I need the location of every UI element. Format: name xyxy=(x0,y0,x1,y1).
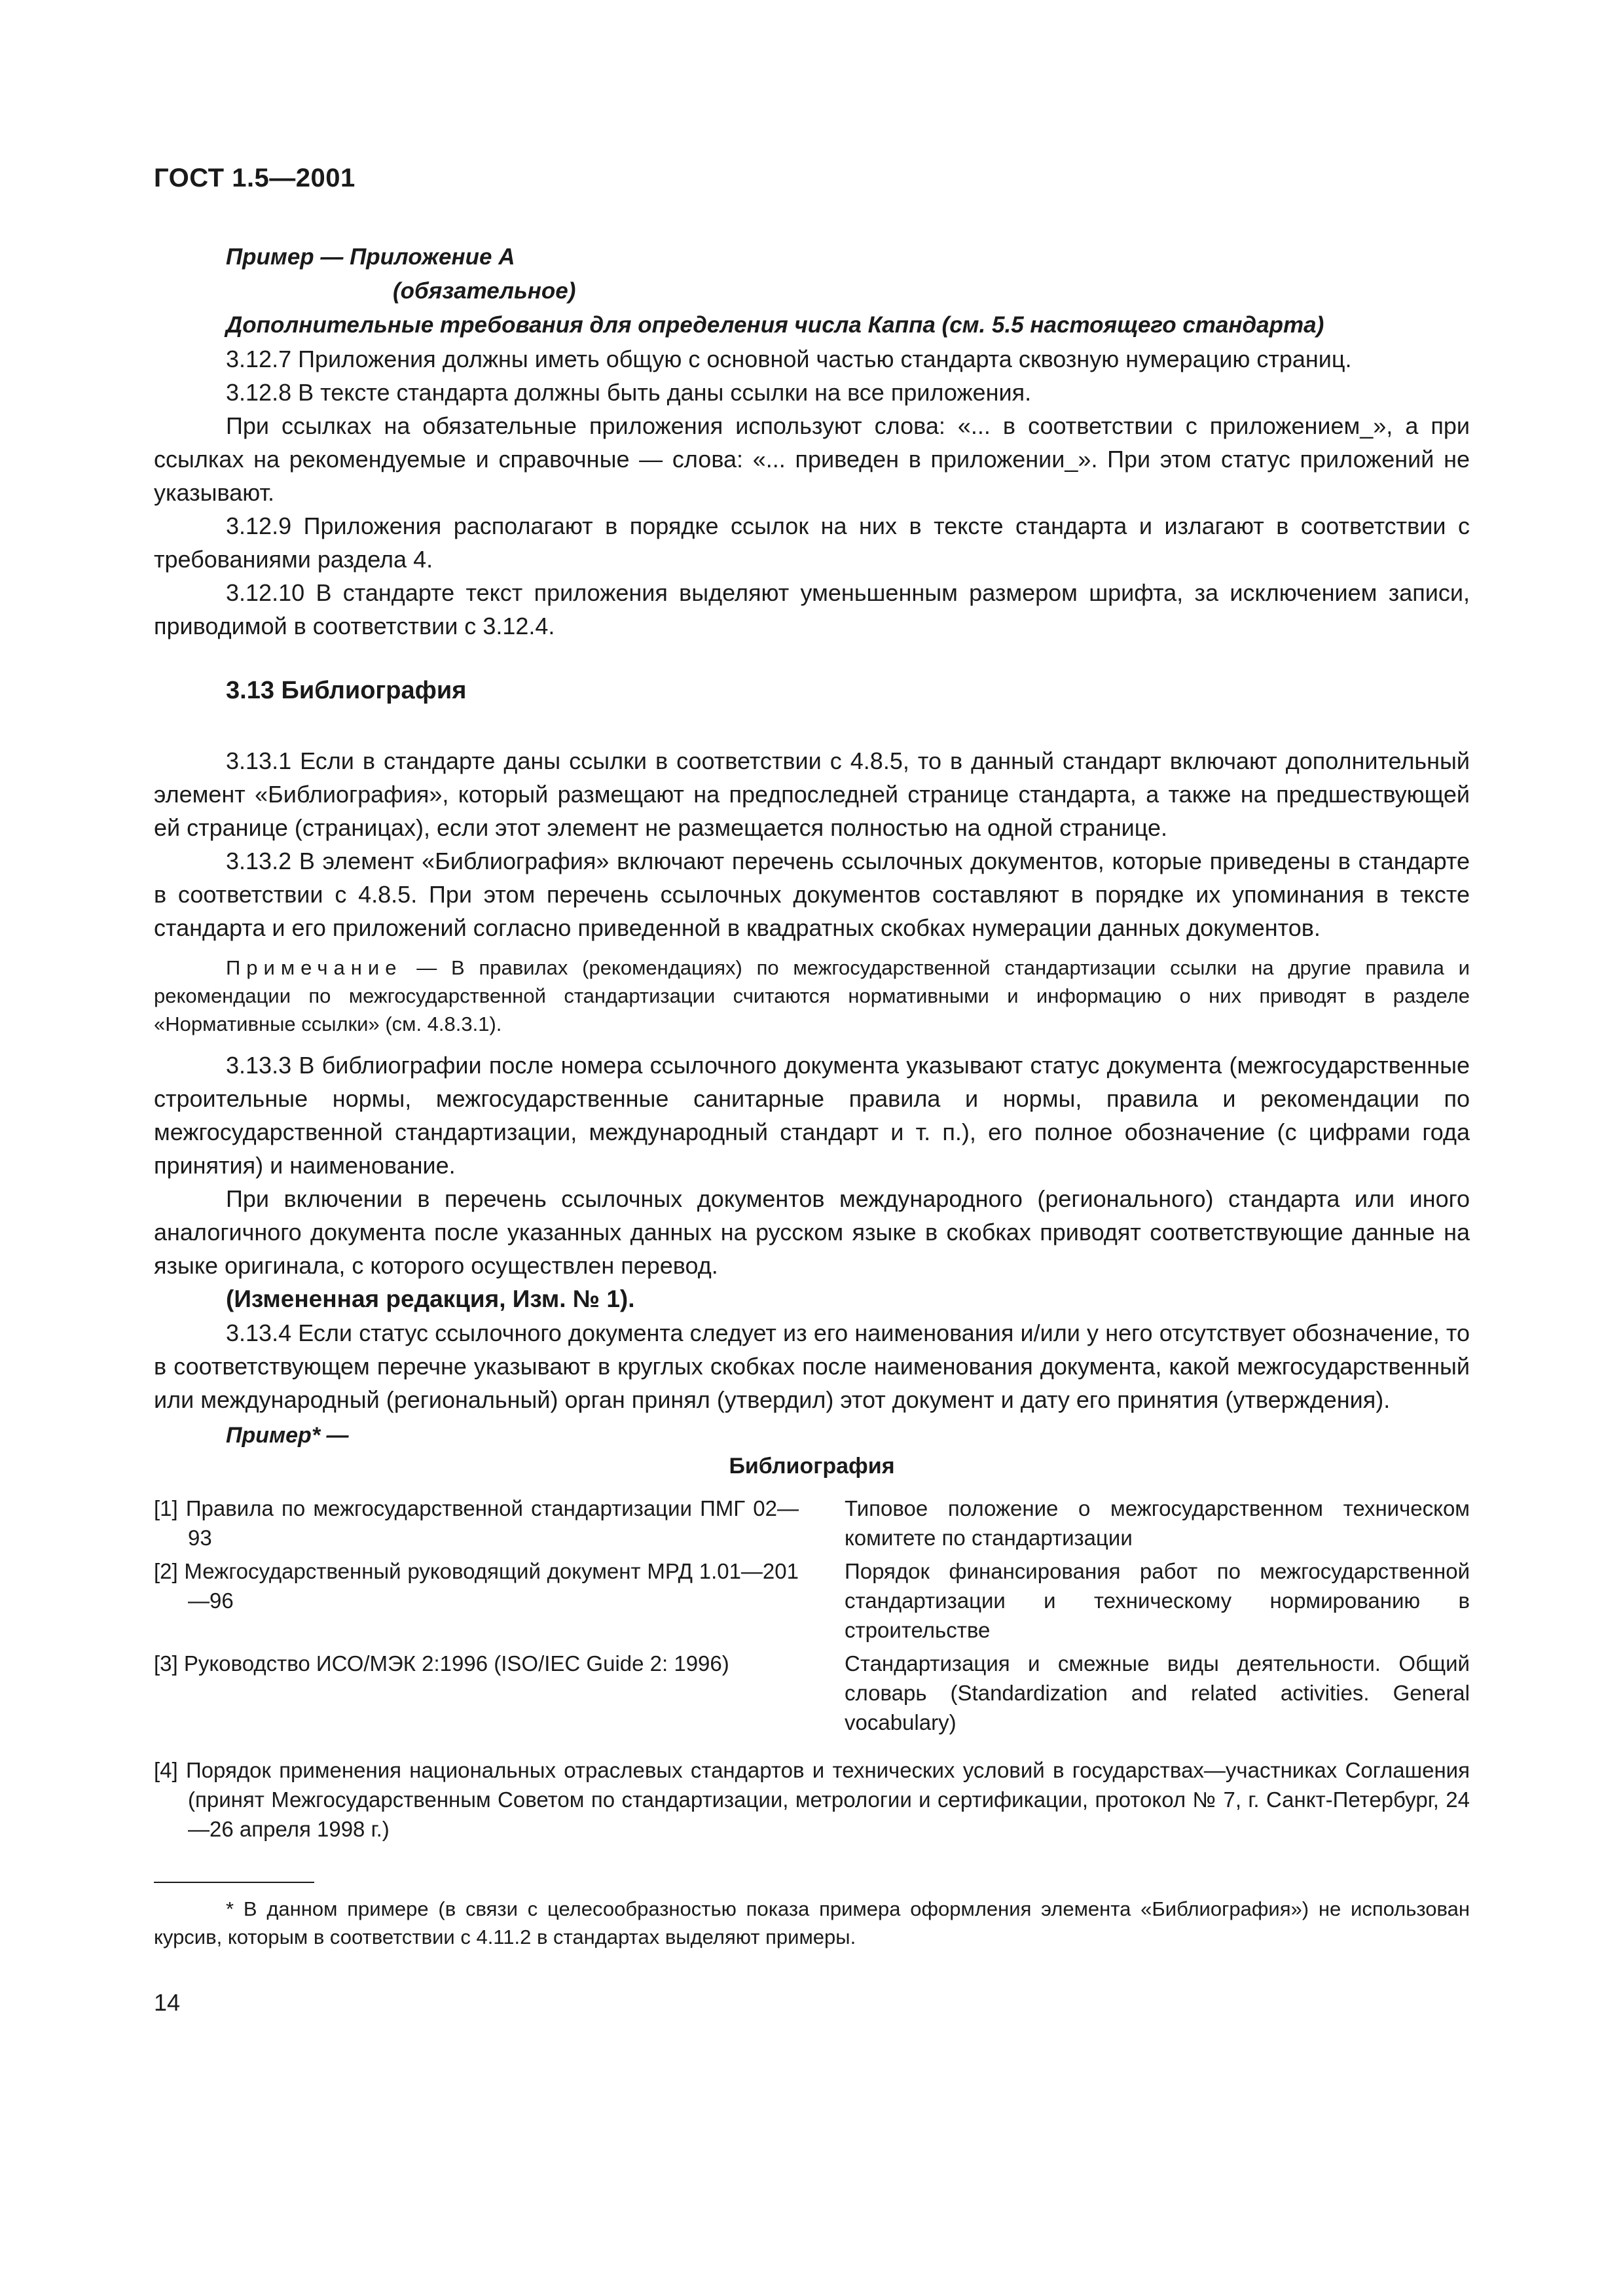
document-header: ГОСТ 1.5—2001 xyxy=(154,164,356,192)
paragraph-3-13-4: 3.13.4 Если статус ссылочного документа следует из его наименования и/или у него отсутствует обозначение, то в соответствующем перечне указывают в круглых скобках после наименования документа, какой межгосударственный или международный (региональный) орган принял (утвердил) этот документ и дату его принятия (утверждения). xyxy=(154,1319,1470,1413)
page-number: 14 xyxy=(154,1989,181,2016)
bib-item-2-source: [2] Межгосударственный руководящий документ МРД 1.01—201—96 xyxy=(154,1559,799,1613)
bib-item-1-title: Типовое положение о межгосударственном техническом комитете по стандартизации xyxy=(845,1496,1470,1550)
note-text: — В правилах (рекомендациях) по межгосударственной стандартизации ссылки на другие правила и рекомендации по межгосударственной стандартизации считаются нормативными и информацию о них приводят в разделе «Нормативные ссылки» (см. 4.8.3.1). xyxy=(154,956,1470,1035)
example-annex-block xyxy=(226,240,1470,342)
note xyxy=(154,954,1470,1038)
section-title: 3.13 Библиография xyxy=(226,677,467,704)
example-label: Пример* — xyxy=(226,1423,349,1448)
paragraph-3-12-10: 3.12.10 В стандарте текст приложения выделяют уменьшенным размером шрифта, за исключением записи, приводимой в соответствии с 3.12.4. xyxy=(154,579,1470,639)
paragraph-3-13-1: 3.13.1 Если в стандарте даны ссылки в соответствии с 4.8.5, то в данный стандарт включают дополнительный элемент «Библиография», который размещают на предпоследней странице стандарта, а также на предшествующей ей странице (страницах), если этот элемент не размещается полностью на одной странице. xyxy=(154,747,1470,841)
footnote: * В данном примере (в связи с целесообразностью показа примера оформления элемента «Библиография») не использован курсив, которым в соответствии с 4.11.2 в стандартах выделяют примеры. xyxy=(154,1897,1470,1948)
paragraph-3-13-3: 3.13.3 В библиографии после номера ссылочного документа указывают статус документа (межгосударственные строительные нормы, межгосударственные санитарные правила и нормы, правила и рекомендации по межгосударственной стандартизации, международный стандарт и т. п.), его полное обозначение (с цифрами года принятия) и наименование. xyxy=(154,1052,1470,1179)
example-annex-line2: (обязательное) xyxy=(393,278,576,304)
example-annex-line3: Дополнительные требования для определения числа Каппа (см. 5.5 настоящего стандарта) xyxy=(226,312,1324,338)
bib-item-4: [4] Порядок применения национальных отраслевых стандартов и технических условий в государствах—участниках Соглашения (принят Межгосударственным Советом по стандартизации, метрологии и сертификации, протокол № 7, г. Санкт-Петербург, 24—26 апреля 1998 г.) xyxy=(154,1758,1470,1841)
bibliography-table xyxy=(154,1494,1470,1741)
document-page xyxy=(154,164,1470,2017)
bib-item-3-source: [3] Руководство ИСО/МЭК 2:1996 (ISO/IEC Guide 2: 1996) xyxy=(154,1651,729,1676)
footnote-divider xyxy=(154,1882,314,1883)
paragraph-3-13-2: 3.13.2 В элемент «Библиография» включают перечень ссылочных документов, которые приведены в стандарте в соответствии с 4.8.5. При этом перечень ссылочных документов составляют в порядке их упоминания в тексте стандарта и его приложений согласно приведенной в квадратных скобках нумерации данных документов. xyxy=(154,848,1470,941)
bib-item-1-source: [1] Правила по межгосударственной стандартизации ПМГ 02—93 xyxy=(154,1496,799,1550)
bib-item-2-title: Порядок финансирования работ по межгосударственной стандартизации и техническому нормированию в строительстве xyxy=(845,1559,1470,1642)
paragraph-annex-references: При ссылках на обязательные приложения используют слова: «... в соответствии с приложением_», а при ссылках на рекомендуемые и справочные — слова: «... приведен в приложении_». При этом статус приложений не указывают. xyxy=(154,412,1470,506)
paragraph-international-docs: При включении в перечень ссылочных документов международного (регионального) стандарта или иного аналогичного документа после указанных данных на русском языке в скобках приводят соответствующие данные на языке оригинала, с которого осуществлен перевод. xyxy=(154,1185,1470,1279)
example-annex-line1: Пример — Приложение А xyxy=(226,244,515,270)
note-label: Примечание xyxy=(226,956,403,979)
bib-item-3-title: Стандартизация и смежные виды деятельности. Общий словарь (Standardization and related activities. General vocabulary) xyxy=(845,1651,1470,1734)
bibliography-title: Библиография xyxy=(729,1454,895,1479)
amendment-note: (Измененная редакция, Изм. № 1). xyxy=(226,1285,635,1312)
paragraph-3-12-8: 3.12.8 В тексте стандарта должны быть даны ссылки на все приложения. xyxy=(226,379,1032,406)
paragraph-3-12-7: 3.12.7 Приложения должны иметь общую с основной частью стандарта сквозную нумерацию страниц. xyxy=(226,346,1352,372)
paragraph-3-12-9: 3.12.9 Приложения располагают в порядке ссылок на них в тексте стандарта и излагают в соответствии с требованиями раздела 4. xyxy=(154,512,1470,573)
